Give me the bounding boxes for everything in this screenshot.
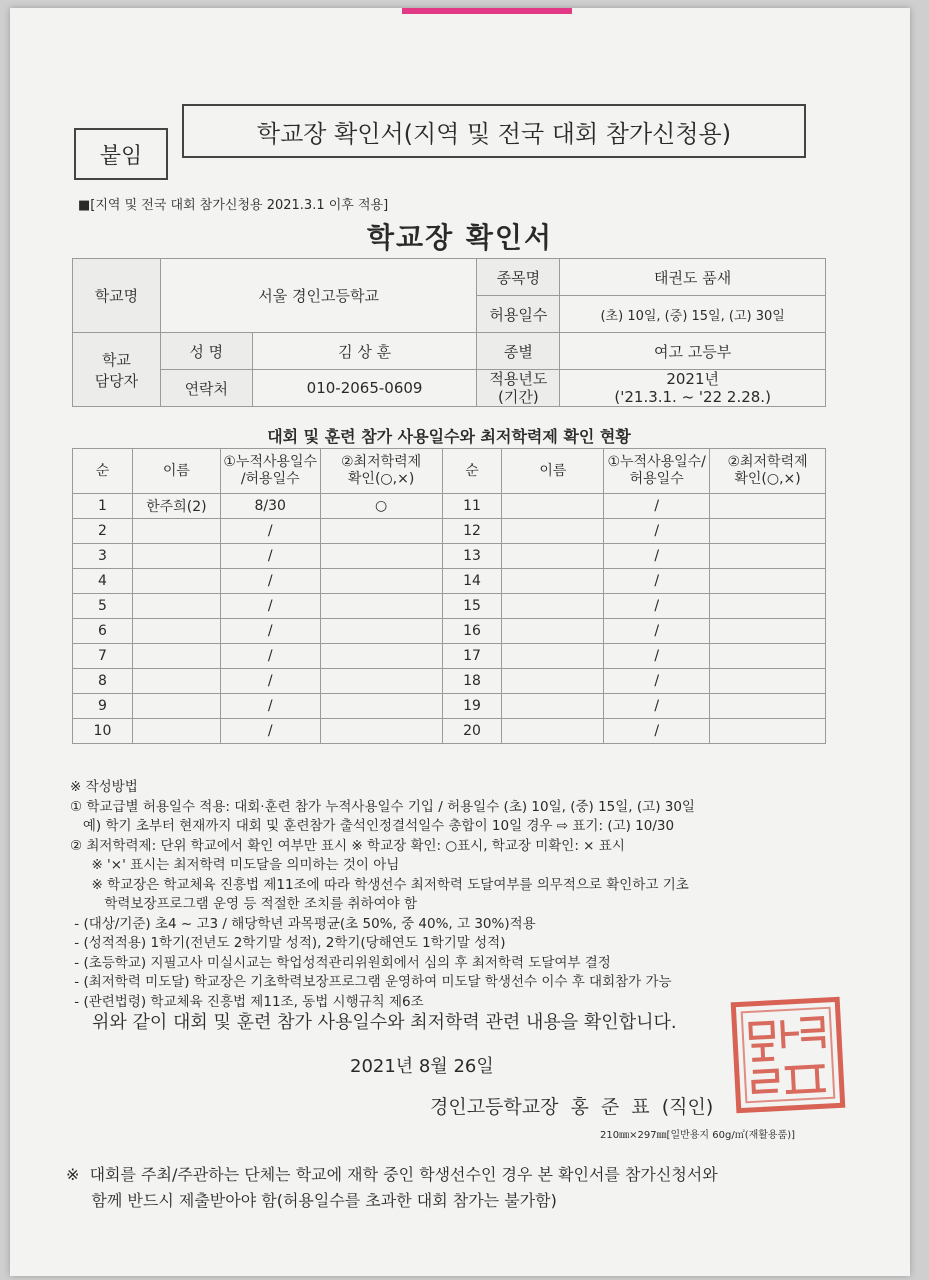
year-value: 2021년 ('21.3.1. ~ '22 2.28.) <box>560 370 826 407</box>
check-cell <box>710 644 826 669</box>
table-row <box>73 619 826 644</box>
row-number: 9 <box>73 694 133 719</box>
note-line: ※ 작성방법 <box>70 779 138 795</box>
table-row <box>73 594 826 619</box>
row-number: 2 <box>73 519 133 544</box>
header-check-2: ②최저학력제 확인(○,×) <box>710 449 826 494</box>
check-cell <box>710 694 826 719</box>
contact-label: 연락처 <box>160 370 252 407</box>
student-name <box>502 669 604 694</box>
check-cell <box>710 719 826 744</box>
check-cell <box>710 669 826 694</box>
confirmation-statement: 위와 같이 대회 및 훈련 참가 사용일수와 최저학력 관련 내용을 확인합니다. <box>92 1012 677 1033</box>
table-row <box>73 519 826 544</box>
check-cell <box>710 569 826 594</box>
header-days: ①누적사용일수 /허용일수 <box>220 449 320 494</box>
student-name <box>502 694 604 719</box>
student-name <box>502 544 604 569</box>
note-line: ※ 학교장은 학교체육 진흥법 제11조에 따라 학생선수 최저학력 도달여부를 의무적으로 확인하고 기초 <box>70 876 689 893</box>
category-label: 종별 <box>477 333 560 370</box>
year-label: 적용년도 (기간) <box>477 370 560 407</box>
check-cell <box>320 619 442 644</box>
days-cell: / <box>604 619 710 644</box>
days-cell: / <box>604 544 710 569</box>
table-row <box>73 644 826 669</box>
table-row <box>73 544 826 569</box>
days-cell: / <box>220 519 320 544</box>
paper-spec: 210㎜×297㎜[일반용지 60g/㎡(재활용품)] <box>600 1130 796 1141</box>
student-name <box>132 544 220 569</box>
student-name <box>502 569 604 594</box>
row-number: 4 <box>73 569 133 594</box>
note-line: ① 학교급별 허용일수 적용: 대회·훈련 참가 누적사용일수 기입 / 허용일수 (초) 10일, (중) 15일, (고) 30일 <box>70 798 695 815</box>
check-cell <box>710 594 826 619</box>
days-cell: / <box>220 544 320 569</box>
days-cell: / <box>220 719 320 744</box>
event-value: 태권도 품새 <box>560 259 826 296</box>
student-name <box>132 519 220 544</box>
table-row <box>73 669 826 694</box>
check-cell <box>320 519 442 544</box>
check-cell <box>320 594 442 619</box>
note-line: - (대상/기준) 초4 ~ 고3 / 해당학년 과목평균(초 50%, 중 40%, 고 30%)적용 <box>70 915 536 932</box>
student-name <box>502 719 604 744</box>
row-number: 18 <box>442 669 502 694</box>
student-name <box>132 569 220 594</box>
table-row <box>73 694 826 719</box>
header-check: ②최저학력제 확인(○,×) <box>320 449 442 494</box>
header-no: 순 <box>73 449 133 494</box>
event-label: 종목명 <box>477 259 560 296</box>
footer-line: ※ 대회를 주최/주관하는 단체는 학교에 재학 중인 학생선수인 경우 본 확인서를 참가신청서와 <box>66 1165 718 1184</box>
days-cell: / <box>604 694 710 719</box>
school-label: 학교명 <box>73 259 161 333</box>
student-name <box>502 619 604 644</box>
contact-value: 010-2065-0609 <box>252 370 477 407</box>
info-table <box>72 258 826 407</box>
section-title: 대회 및 훈련 참가 사용일수와 최저학력제 확인 현황 <box>267 427 631 446</box>
header-days-2: ①누적사용일수/ 허용일수 <box>604 449 710 494</box>
row-number: 19 <box>442 694 502 719</box>
check-cell <box>320 644 442 669</box>
header-no-2: 순 <box>442 449 502 494</box>
row-number: 1 <box>73 494 133 519</box>
row-number: 11 <box>442 494 502 519</box>
table-row <box>73 719 826 744</box>
table-header-row <box>73 449 826 494</box>
days-cell: / <box>220 644 320 669</box>
days-cell: / <box>604 594 710 619</box>
row-number: 14 <box>442 569 502 594</box>
student-name <box>132 644 220 669</box>
row-number: 12 <box>442 519 502 544</box>
student-name: 한주희(2) <box>132 494 220 519</box>
category-value: 여고 고등부 <box>560 333 826 370</box>
attachment-tag: 붙임 <box>74 128 168 180</box>
check-cell <box>320 719 442 744</box>
applicability-note: ■[지역 및 전국 대회 참가신청용 2021.3.1 이후 적용] <box>78 198 389 213</box>
row-number: 8 <box>73 669 133 694</box>
note-line: - (초등학교) 지필고사 미실시교는 학업성적관리위원회에서 심의 후 최저학력 도달여부 결정 <box>70 954 611 971</box>
check-cell <box>710 494 826 519</box>
student-name <box>132 594 220 619</box>
row-number: 3 <box>73 544 133 569</box>
student-name <box>502 494 604 519</box>
official-seal-icon <box>729 995 847 1115</box>
days-cell: / <box>220 669 320 694</box>
writing-instructions <box>70 778 850 1012</box>
footer-line: 함께 반드시 제출받아야 함(허용일수를 초과한 대회 참가는 불가함) <box>66 1191 557 1210</box>
table-row <box>73 494 826 519</box>
student-name <box>502 644 604 669</box>
name-value: 김 상 훈 <box>252 333 477 370</box>
document-page <box>10 8 910 1276</box>
check-cell <box>320 569 442 594</box>
note-line: 학력보장프로그램 운영 등 적절한 조치를 취하여야 함 <box>70 896 417 912</box>
days-cell: / <box>220 594 320 619</box>
note-line: ※ '×' 표시는 최저학력 미도달을 의미하는 것이 아님 <box>70 857 400 873</box>
student-name <box>132 719 220 744</box>
row-number: 20 <box>442 719 502 744</box>
table-row <box>73 569 826 594</box>
days-cell: / <box>604 644 710 669</box>
days-cell: 8/30 <box>220 494 320 519</box>
note-line: - (관련법령) 학교체육 진흥법 제11조, 동법 시행규칙 제6조 <box>70 993 424 1010</box>
check-cell <box>320 669 442 694</box>
row-number: 5 <box>73 594 133 619</box>
days-cell: / <box>604 494 710 519</box>
note-line: 예) 학기 초부터 현재까지 대회 및 훈련참가 출석인정결석일수 총합이 10일 경우 ⇨ 표기: (고) 10/30 <box>70 818 675 834</box>
row-number: 13 <box>442 544 502 569</box>
allowed-days-label: 허용일수 <box>477 296 560 333</box>
days-cell: / <box>220 569 320 594</box>
school-value: 서울 경인고등학교 <box>160 259 477 333</box>
check-cell <box>320 694 442 719</box>
name-label: 성 명 <box>160 333 252 370</box>
header-name: 이름 <box>132 449 220 494</box>
row-number: 10 <box>73 719 133 744</box>
note-line: - (성적적용) 1학기(전년도 2학기말 성적), 2학기(당해연도 1학기말 성적) <box>70 935 506 951</box>
days-cell: / <box>604 519 710 544</box>
row-number: 7 <box>73 644 133 669</box>
check-cell <box>710 519 826 544</box>
document-title: 학교장 확인서 <box>366 221 554 254</box>
student-name <box>132 619 220 644</box>
check-cell: ○ <box>320 494 442 519</box>
student-name <box>132 694 220 719</box>
allowed-days-value: (초) 10일, (중) 15일, (고) 30일 <box>560 296 826 333</box>
check-cell <box>320 544 442 569</box>
student-name <box>502 519 604 544</box>
check-cell <box>710 544 826 569</box>
issue-date: 2021년 8월 26일 <box>350 1056 494 1077</box>
days-cell: / <box>604 719 710 744</box>
staff-label: 학교 담당자 <box>73 333 161 407</box>
note-line: - (최저학력 미도달) 학교장은 기초학력보장프로그램 운영하여 미도달 학생선수 이수 후 대회참가 가능 <box>70 974 672 990</box>
header-title: 학교장 확인서(지역 및 전국 대회 참가신청용) <box>182 104 806 158</box>
days-cell: / <box>604 569 710 594</box>
days-cell: / <box>220 619 320 644</box>
row-number: 15 <box>442 594 502 619</box>
row-number: 6 <box>73 619 133 644</box>
student-name <box>502 594 604 619</box>
student-name <box>132 669 220 694</box>
principal-signature: 경인고등학교장 홍 준 표 (직인) <box>430 1096 714 1118</box>
row-number: 16 <box>442 619 502 644</box>
days-cell: / <box>220 694 320 719</box>
row-number: 17 <box>442 644 502 669</box>
note-line: ② 최저학력제: 단위 학교에서 확인 여부만 표시 ※ 학교장 확인: ○표시, 학교장 미확인: × 표시 <box>70 837 625 854</box>
days-cell: / <box>604 669 710 694</box>
header-name-2: 이름 <box>502 449 604 494</box>
status-table <box>72 448 826 744</box>
footer-notice <box>66 1162 866 1214</box>
pink-tab <box>402 8 572 14</box>
check-cell <box>710 619 826 644</box>
